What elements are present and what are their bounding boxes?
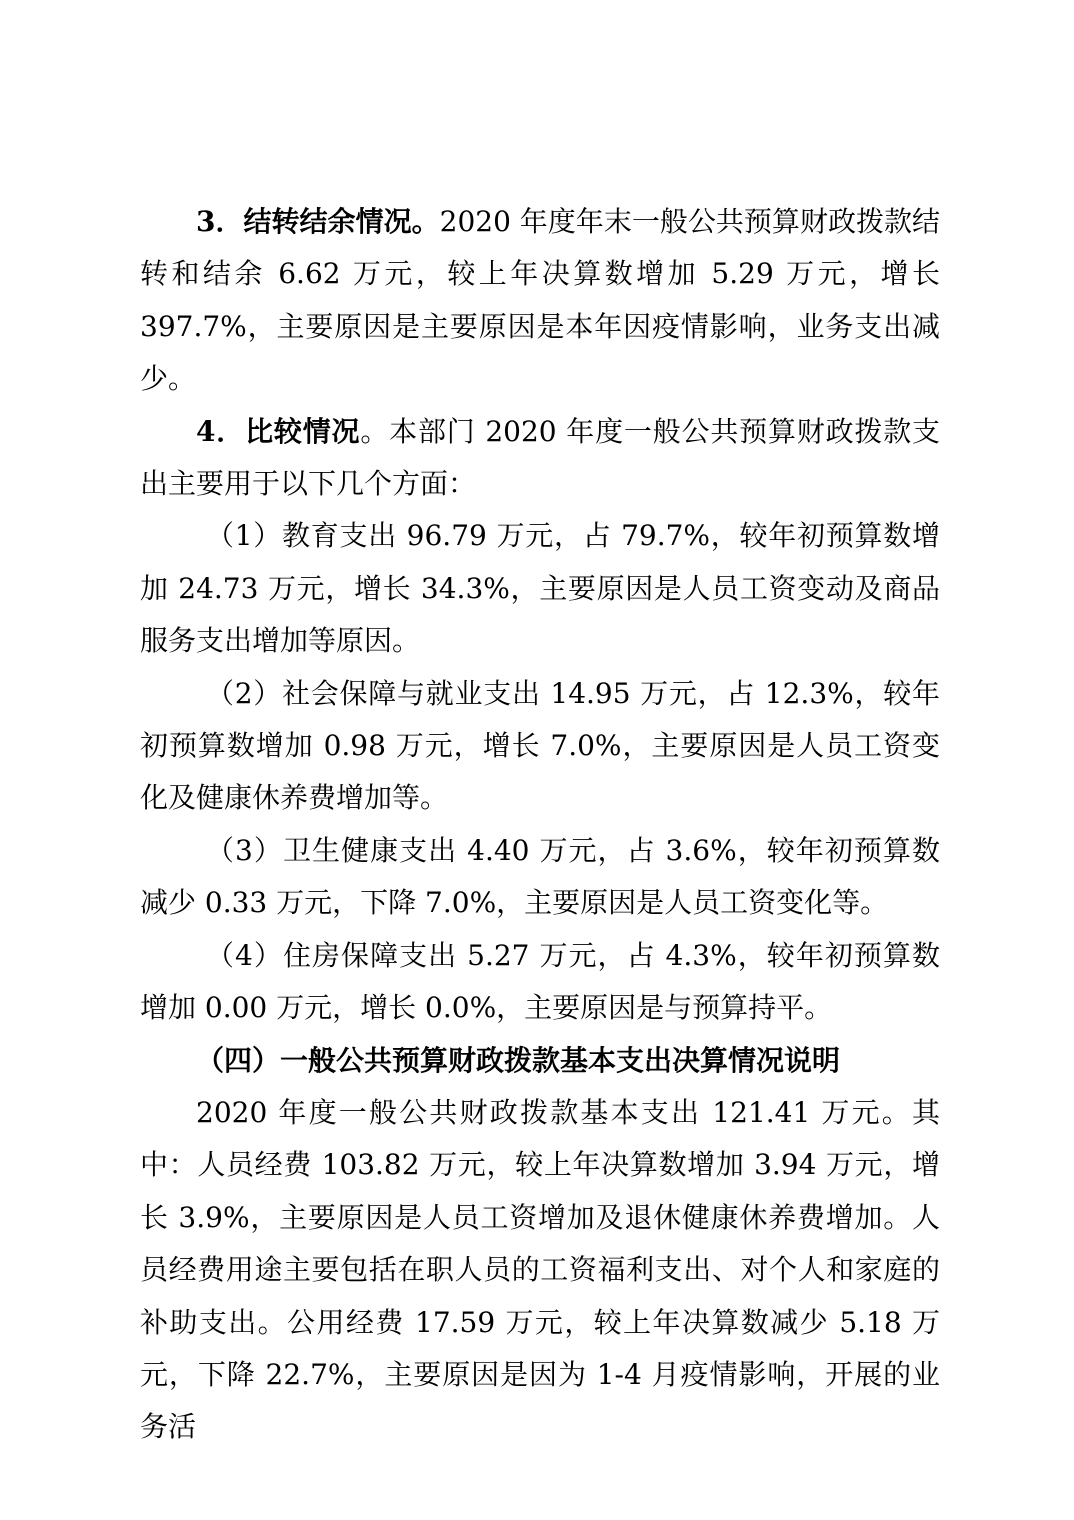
paragraph-housing [140,930,940,1035]
paragraph-social-security [140,668,940,825]
paragraph-health [140,825,940,930]
paragraph-text-comparison: 。本部门 2020 年度一般公共预算财政拨款支出主要用于以下几个方面： [140,414,941,501]
section-heading-basic-expenditure: （四）一般公共预算财政拨款基本支出决算情况说明 [196,1043,841,1077]
paragraph-education [140,510,940,667]
paragraph-text-carryover: 2020 年度年末一般公共预算财政拨款结转和结余 6.62 万元，较上年决算数增加 5.29 万元，增长 397.7%，主要原因是主要原因是本年因疫情影响，业务支出减少。 [140,205,940,396]
paragraph-lead-comparison: 4．比较情况 [196,414,361,448]
document-body [140,196,940,1454]
paragraph-lead-carryover: 3．结转结余情况。 [196,205,440,238]
paragraph-text-education: （1）教育支出 96.79 万元，占 79.7%，较年初预算数增加 24.73 万元，增长 34.3%，主要原因是人员工资变动及商品服务支出增加等原因。 [140,519,940,658]
paragraph-text-housing: （4）住房保障支出 5.27 万元，占 4.3%，较年初预算数增加 0.00 万元，增长 0.0%，主要原因是与预算持平。 [140,938,940,1025]
paragraph-text-health: （3）卫生健康支出 4.40 万元，占 3.6%，较年初预算数减少 0.33 万元，下降 7.0%，主要原因是人员工资变化等。 [140,833,940,920]
paragraph-comparison [140,406,940,511]
paragraph-text-basic-expenditure: 2020 年度一般公共财政拨款基本支出 121.41 万元。其中：人员经费 103.82 万元，较上年决算数增加 3.94 万元，增长 3.9%，主要原因是人员工资增加及退休健康休养费增加。人员经费用途主要包括在职人员的工资福利支出、对个人和家庭的补助支出。公用经费 17.59 万元，较上年决算数减少 5.18 万元，下降 22.7%，主要原因是因为 1-4 月疫情影响，开展的业务活 [140,1095,940,1444]
paragraph-text-social-security: （2）社会保障与就业支出 14.95 万元，占 12.3%，较年初预算数增加 0.98 万元，增长 7.0%，主要原因是人员工资变化及健康休养费增加等。 [140,676,940,815]
paragraph-carryover-balance [140,196,940,406]
paragraph-basic-expenditure [140,1087,940,1454]
